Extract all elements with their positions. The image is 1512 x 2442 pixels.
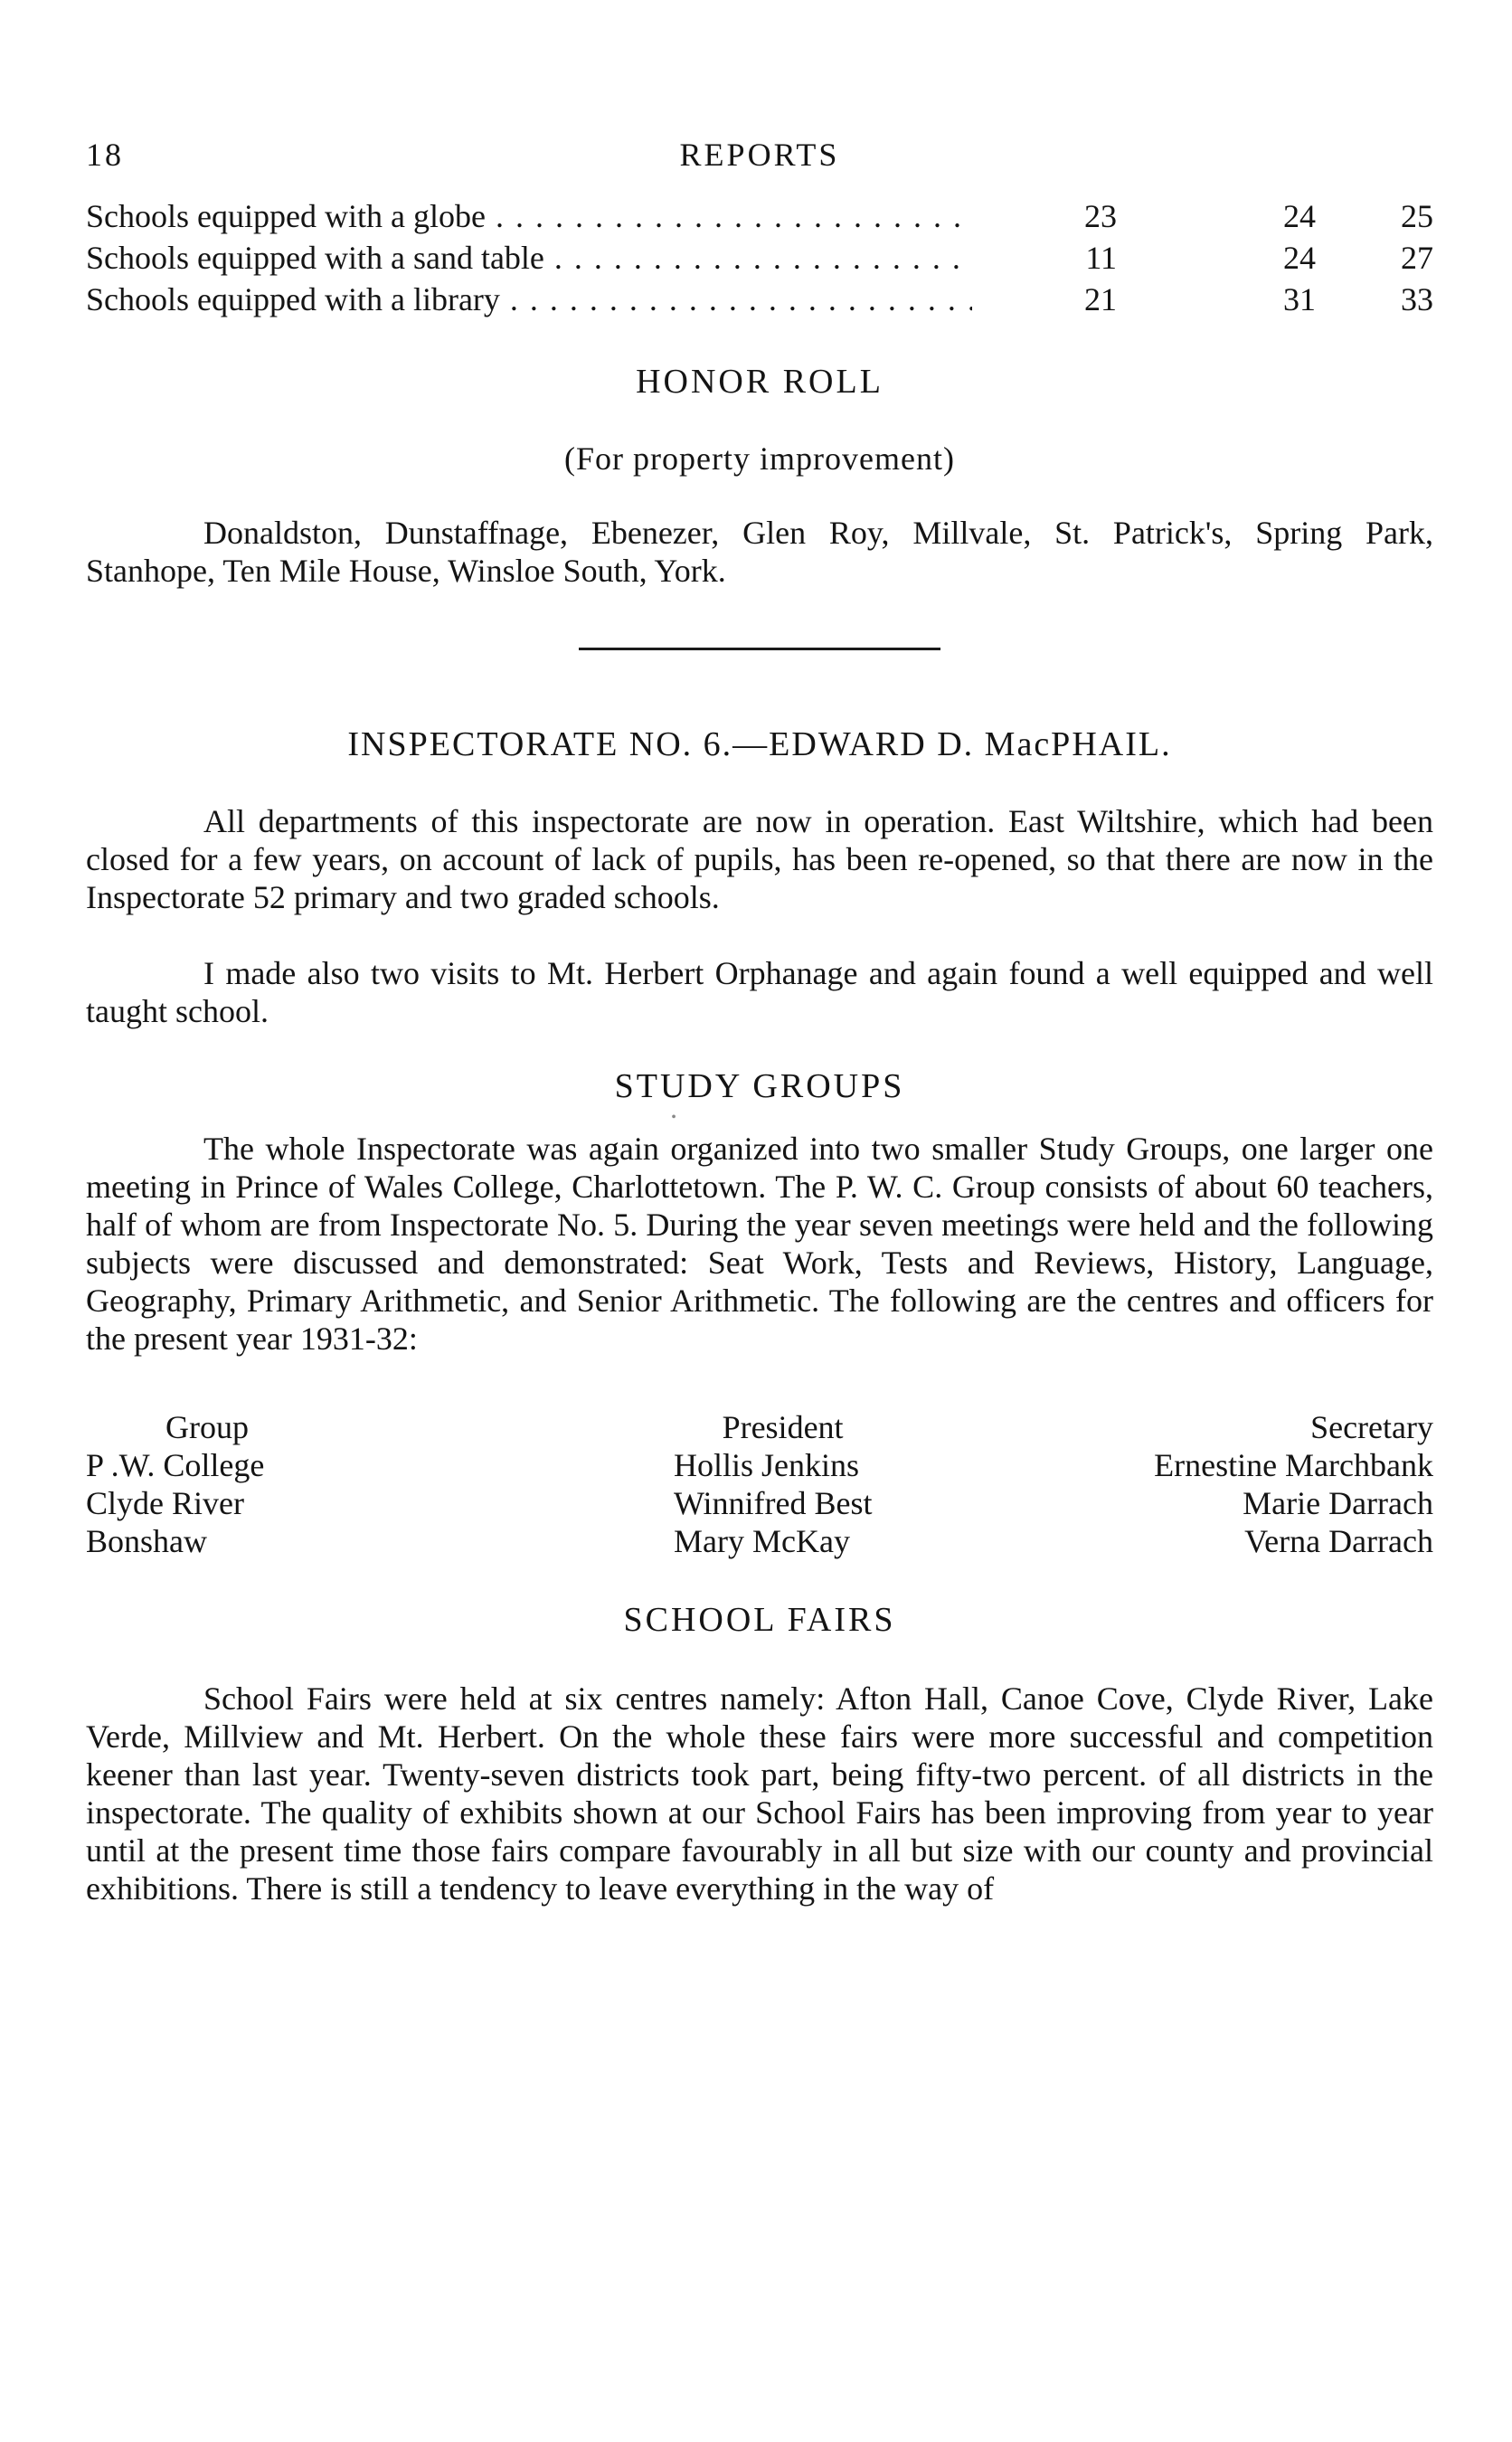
secretary-cell: Marie Darrach: [1243, 1485, 1433, 1521]
inspectorate-paragraph: All departments of this inspectorate are now in operation. East Wiltshire, which had been closed for a few years, on account of lack of pupils, has been re-opened, so that there are now in the Inspectorate 52 primary and two graded schools.: [86, 803, 1433, 915]
stat-row-library: [86, 280, 1433, 322]
stat-value: 27: [1401, 240, 1433, 276]
officers-table: [86, 1408, 1433, 1560]
stat-value: 24: [1283, 240, 1316, 276]
section-divider: [579, 648, 940, 650]
stat-label: Schools equipped with a library . . .: [86, 280, 972, 318]
school-fairs-heading: SCHOOL FAIRS: [623, 1601, 896, 1639]
running-title: REPORTS: [679, 137, 840, 173]
stat-value: 24: [1283, 198, 1316, 234]
president-cell: Hollis Jenkins: [674, 1447, 860, 1483]
stat-row-sand-table: [86, 239, 1433, 280]
stat-value: 21: [1084, 281, 1117, 317]
stat-value: 25: [1401, 198, 1433, 234]
honor-roll-subheading: (For property improvement): [564, 440, 955, 477]
honor-roll-heading: HONOR ROLL: [636, 363, 884, 401]
column-header: President: [722, 1409, 844, 1445]
secretary-cell: Ernestine Marchbank: [1154, 1447, 1433, 1483]
inspectorate-heading: INSPECTORATE NO. 6.—EDWARD D. MacPHAIL.: [347, 725, 1172, 763]
page-number: 18: [86, 137, 124, 173]
stat-label: Schools equipped with a sand table . . .: [86, 239, 972, 277]
ink-speck: •: [671, 1110, 676, 1125]
stat-row-globe: [86, 197, 1433, 239]
stat-label: Schools equipped with a globe . . .: [86, 197, 972, 235]
stat-value: 33: [1401, 281, 1433, 317]
column-header: Secretary: [1310, 1409, 1433, 1445]
group-cell: P .W. College: [86, 1447, 265, 1483]
table-row: [86, 1446, 1433, 1484]
column-header: Group: [165, 1409, 249, 1445]
equipment-stats: [86, 197, 1433, 322]
group-cell: Bonshaw: [86, 1523, 207, 1559]
stat-value: 31: [1283, 281, 1316, 317]
table-row: [86, 1484, 1433, 1522]
running-header: [86, 136, 1433, 190]
document-page: [86, 136, 1433, 1907]
study-groups-heading: STUDY GROUPS: [614, 1067, 905, 1105]
president-cell: Winnifred Best: [674, 1485, 873, 1521]
table-row: [86, 1522, 1433, 1560]
inspectorate-paragraph: I made also two visits to Mt. Herbert Orphanage and again found a well equipped and well taught school.: [86, 955, 1433, 1029]
group-cell: Clyde River: [86, 1485, 244, 1521]
school-fairs-paragraph: School Fairs were held at six centres namely: Afton Hall, Canoe Cove, Clyde River, Lake Verde, Millview and Mt. Herbert. On the whole these fairs were more successful and competition keener than last year. Twenty-seven districts took part, being fifty-two percent. of all districts in the inspectorate. The quality of exhibits shown at our School Fairs has been improving from year to year until at the present time those fairs compare favourably in all but size with our county and provincial exhibitions. There is still a tendency to leave everything in the way of: [86, 1680, 1433, 1907]
stat-value: 23: [1084, 198, 1117, 234]
officers-header-row: [86, 1408, 1433, 1446]
honor-roll-list: Donaldston, Dunstaffnage, Ebenezer, Glen Roy, Millvale, St. Patrick's, Spring Park, Stanhope, Ten Mile House, Winsloe South, York.: [86, 515, 1433, 589]
secretary-cell: Verna Darrach: [1244, 1523, 1433, 1559]
stat-value: 11: [1085, 240, 1117, 276]
president-cell: Mary McKay: [674, 1523, 850, 1559]
study-groups-paragraph: The whole Inspectorate was again organized into two smaller Study Groups, one larger one meeting in Prince of Wales College, Charlottetown. The P. W. C. Group consists of about 60 teachers, half of whom are from Inspectorate No. 5. During the year seven meetings were held and the following subjects were discussed and demonstrated: Seat Work, Tests and Reviews, History, Language, Geography, Primary Arithmetic, and Senior Arithmetic. The following are the centres and officers for the present year 1931-32:: [86, 1131, 1433, 1357]
